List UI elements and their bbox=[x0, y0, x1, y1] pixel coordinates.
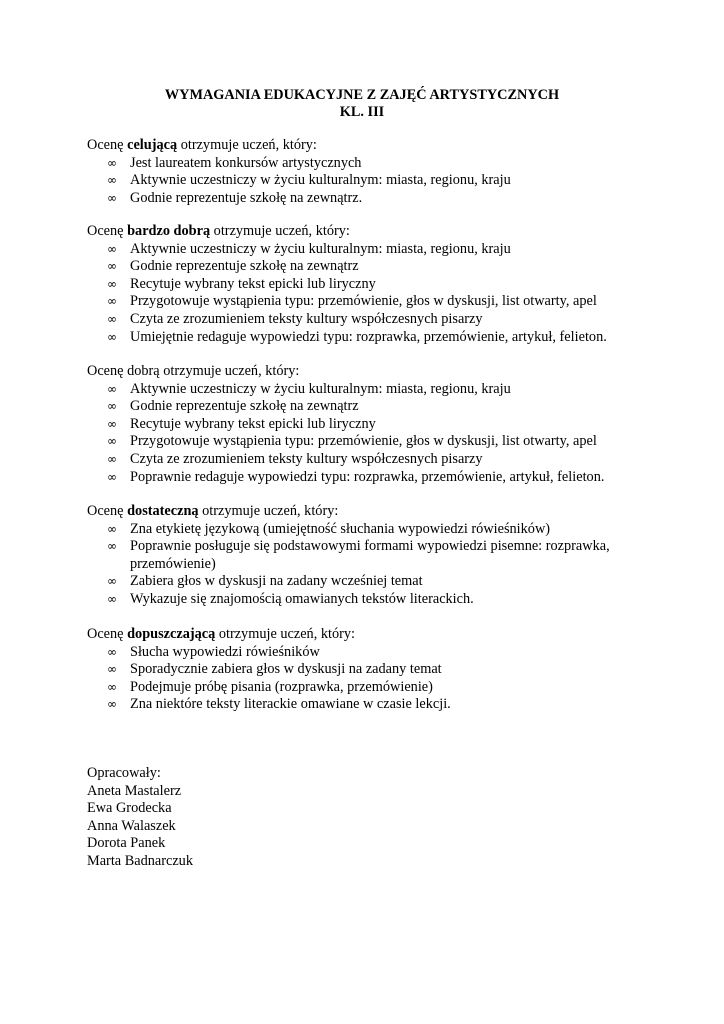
section-intro bbox=[87, 626, 687, 644]
infinity-bullet-icon: ∞ bbox=[107, 697, 117, 712]
list-item-text: Recytuje wybrany tekst epicki lub liryczny bbox=[130, 275, 376, 292]
infinity-bullet-icon: ∞ bbox=[107, 644, 117, 659]
document-subtitle-class: KL. III bbox=[339, 104, 385, 120]
intro-suffix: otrzymuje uczeń, który: bbox=[210, 223, 350, 239]
list-item-text: Przygotowuje wystąpienia typu: przemówienie, głos w dyskusji, list otwarty, apel bbox=[130, 293, 597, 310]
list-item bbox=[87, 538, 687, 573]
grade-name: bardzo dobrą bbox=[127, 223, 211, 239]
list-item-text: Umiejętnie redaguje wypowiedzi typu: rozprawka, przemówienie, artykuł, felieton. bbox=[130, 328, 607, 345]
list-item-text: Godnie reprezentuje szkołę na zewnątrz bbox=[130, 398, 359, 415]
authors-heading: Opracowały: bbox=[87, 765, 161, 781]
grade-section-bardzo-dobra bbox=[87, 223, 687, 346]
list-item bbox=[87, 329, 687, 347]
author-name: Anna Walaszek bbox=[87, 817, 176, 834]
list-item-text: Słucha wypowiedzi rówieśników bbox=[130, 643, 320, 660]
author-name: Ewa Grodecka bbox=[87, 800, 172, 817]
list-item bbox=[87, 398, 687, 416]
intro-prefix: Ocenę bbox=[87, 503, 128, 519]
grade-section-dostateczna bbox=[87, 503, 687, 609]
infinity-bullet-icon: ∞ bbox=[107, 416, 117, 431]
list-item bbox=[87, 241, 687, 259]
grade-name: dopuszczającą bbox=[127, 626, 216, 642]
list-item bbox=[87, 293, 687, 311]
infinity-bullet-icon: ∞ bbox=[107, 539, 117, 554]
intro-suffix: otrzymuje uczeń, który: bbox=[177, 137, 317, 153]
infinity-bullet-icon: ∞ bbox=[107, 679, 117, 694]
requirements-list bbox=[87, 521, 687, 609]
author-name: Dorota Panek bbox=[87, 835, 166, 852]
list-item bbox=[87, 521, 687, 539]
list-item-text: Aktywnie uczestniczy w życiu kulturalnym: miasta, regionu, kraju bbox=[130, 172, 511, 189]
document-title: WYMAGANIA EDUKACYJNE Z ZAJĘĆ ARTYSTYCZNYCH bbox=[164, 87, 560, 103]
grade-section-dopuszczajaca bbox=[87, 626, 687, 714]
requirements-list bbox=[87, 381, 687, 487]
requirements-list bbox=[87, 644, 687, 714]
intro-suffix: otrzymuje uczeń, który: bbox=[215, 626, 355, 642]
list-item-text: Czyta ze zrozumieniem teksty kultury współczesnych pisarzy bbox=[130, 450, 483, 467]
list-item bbox=[87, 573, 687, 591]
grade-name: celującą bbox=[127, 137, 178, 153]
intro-prefix: Ocenę bbox=[87, 137, 128, 153]
list-item bbox=[87, 258, 687, 276]
grade-section-dobra bbox=[87, 363, 687, 486]
list-item bbox=[87, 591, 687, 609]
list-item-text: Wykazuje się znajomością omawianych tekstów literackich. bbox=[130, 590, 474, 607]
infinity-bullet-icon: ∞ bbox=[107, 276, 117, 291]
intro-prefix: Ocenę bbox=[87, 626, 128, 642]
list-item bbox=[87, 381, 687, 399]
infinity-bullet-icon: ∞ bbox=[107, 469, 117, 484]
infinity-bullet-icon: ∞ bbox=[107, 294, 117, 309]
infinity-bullet-icon: ∞ bbox=[107, 662, 117, 677]
list-item bbox=[87, 311, 687, 329]
list-item bbox=[87, 155, 687, 173]
requirements-list bbox=[87, 241, 687, 347]
list-item-text: Zabiera głos w dyskusji na zadany wcześniej temat bbox=[130, 573, 423, 590]
list-item-text: Recytuje wybrany tekst epicki lub liryczny bbox=[130, 415, 376, 432]
intro-suffix: otrzymuje uczeń, który: bbox=[198, 503, 339, 519]
list-item bbox=[87, 416, 687, 434]
infinity-bullet-icon: ∞ bbox=[107, 329, 117, 344]
list-item-text: Poprawnie posługuje się podstawowymi formami wypowiedzi pisemne: rozprawka, przemówienie) bbox=[130, 538, 610, 572]
list-item-text: Zna niektóre teksty literackie omawiane w czasie lekcji. bbox=[130, 696, 451, 713]
author-name: Aneta Mastalerz bbox=[87, 782, 182, 799]
infinity-bullet-icon: ∞ bbox=[107, 574, 117, 589]
list-item-text: Zna etykietę językową (umiejętność słuchania wypowiedzi rówieśników) bbox=[130, 520, 551, 537]
list-item bbox=[87, 433, 687, 451]
list-item-text: Przygotowuje wystąpienia typu: przemówienie, głos w dyskusji, list otwarty, apel bbox=[130, 433, 597, 450]
list-item bbox=[87, 696, 687, 714]
grade-name: dostateczną bbox=[127, 503, 199, 519]
list-item-text: Aktywnie uczestniczy w życiu kulturalnym: miasta, regionu, kraju bbox=[130, 240, 511, 257]
infinity-bullet-icon: ∞ bbox=[107, 521, 117, 536]
intro-prefix: Ocenę bbox=[87, 223, 128, 239]
list-item-text: Jest laureatem konkursów artystycznych bbox=[130, 154, 362, 171]
authors-block bbox=[87, 765, 193, 871]
infinity-bullet-icon: ∞ bbox=[107, 190, 117, 205]
list-item bbox=[87, 679, 687, 697]
list-item-text: Sporadycznie zabiera głos w dyskusji na zadany temat bbox=[130, 661, 442, 678]
infinity-bullet-icon: ∞ bbox=[107, 173, 117, 188]
section-intro bbox=[87, 503, 687, 521]
author-name: Marta Badnarczuk bbox=[87, 852, 193, 869]
list-item-text: Godnie reprezentuje szkołę na zewnątrz. bbox=[130, 189, 363, 206]
list-item bbox=[87, 190, 687, 208]
intro-prefix: Ocenę dobrą otrzymuje uczeń, który: bbox=[87, 363, 300, 379]
list-item bbox=[87, 451, 687, 469]
list-item-text: Poprawnie redaguje wypowiedzi typu: rozprawka, przemówienie, artykuł, felieton. bbox=[130, 468, 605, 485]
list-item-text: Aktywnie uczestniczy w życiu kulturalnym: miasta, regionu, kraju bbox=[130, 380, 511, 397]
list-item bbox=[87, 661, 687, 679]
list-item bbox=[87, 172, 687, 190]
list-item-text: Podejmuje próbę pisania (rozprawka, przemówienie) bbox=[130, 678, 433, 695]
infinity-bullet-icon: ∞ bbox=[107, 311, 117, 326]
infinity-bullet-icon: ∞ bbox=[107, 591, 117, 606]
section-intro bbox=[87, 137, 687, 155]
infinity-bullet-icon: ∞ bbox=[107, 155, 117, 170]
infinity-bullet-icon: ∞ bbox=[107, 434, 117, 449]
infinity-bullet-icon: ∞ bbox=[107, 381, 117, 396]
list-item bbox=[87, 469, 687, 487]
list-item-text: Czyta ze zrozumieniem teksty kultury współczesnych pisarzy bbox=[130, 310, 483, 327]
grade-section-celujaca bbox=[87, 137, 687, 207]
infinity-bullet-icon: ∞ bbox=[107, 451, 117, 466]
list-item bbox=[87, 276, 687, 294]
section-intro bbox=[87, 363, 687, 381]
section-intro bbox=[87, 223, 687, 241]
list-item-text: Godnie reprezentuje szkołę na zewnątrz bbox=[130, 258, 359, 275]
infinity-bullet-icon: ∞ bbox=[107, 259, 117, 274]
infinity-bullet-icon: ∞ bbox=[107, 241, 117, 256]
list-item bbox=[87, 644, 687, 662]
infinity-bullet-icon: ∞ bbox=[107, 399, 117, 414]
requirements-list bbox=[87, 155, 687, 208]
